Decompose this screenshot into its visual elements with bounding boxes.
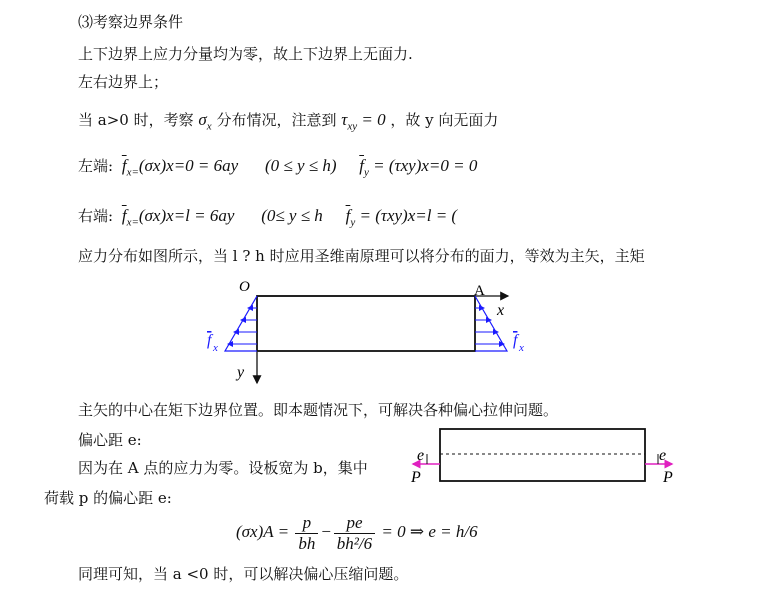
plate-rectangle-2 [440,429,645,481]
sigma-x-symbol: $\sigma_x$ [198,110,212,133]
left-end-eq1: $\overline{f}_{x=}(\sigma x)x=0 = 6ay$ [121,156,239,179]
right-end-eq2: $\overline{f}_y = (\tau xy)x=l$ = ( [345,206,458,229]
left-force-triangle [225,296,257,351]
right-end-range: (0≤ y ≤ h [261,206,323,225]
left-force-label: f [207,332,212,349]
right-end-equation [78,206,457,232]
left-end-eq2: $\overline{f}_y = (\tau xy)x=0 = 0$ [359,156,478,179]
final-equation: (σx)A = $\frac{p}{bh}$ − $\frac{pe}{\text{bh²/6}}$ = 0 ⇒ e = h/6 [236,512,478,553]
x-axis-label: x [497,302,505,319]
final-lhs: (σx)A = [236,522,290,541]
para-left-right: 左右边界上； [78,73,169,91]
right-force-label: f [513,332,518,349]
fraction-pe-bh2: $\frac{pe}{\text{bh²/6}}$ [334,513,375,554]
left-end-range: (0 ≤ y ≤ h) [264,156,337,175]
left-force-sub: x [213,342,218,354]
para-when-a [78,110,498,136]
fraction-p-bh: $\frac{p}{bh}$ [295,513,318,554]
right-end-eq1: $\overline{f}_{x=}(\sigma x)x=l = 6ay$ [121,206,235,229]
when-mid: 分布情况，注意到 [216,111,337,129]
point-a-label: A [474,283,485,299]
when-pre: 当 a>0 时，考察 [78,111,194,129]
diagram-eccentric-load [405,424,695,489]
left-end-label: 左端: [78,157,114,175]
left-end-equation [78,156,477,182]
plate-rectangle [257,296,475,351]
right-force-sub: x [519,342,524,354]
para-because: 因为在 A 点的应力为零。设板宽为 b，集中 [78,459,368,477]
when-post: ，故 y 向无面力 [390,111,499,129]
p-left-label: P [411,469,421,486]
origin-label: O [239,279,250,295]
para-main-vector: 主矢的中心在矩下边界位置。即本题情况下，可解决各种偏心拉伸问题。 [78,401,559,419]
para-load: 荷载 p 的偏心距 e: [44,489,172,507]
y-axis-label: y [237,364,245,381]
para-distribution: 应力分布如图所示，当 l ? h 时应用圣维南原理可以将分布的面力，等效为主矢，主矩 [78,247,645,265]
e-left-label: e [417,447,425,464]
diagram-stress-distribution [195,275,540,390]
final-result: = 0 ⇒ e = h/6 [381,522,478,541]
para-similarly: 同理可知，当 a <0 时，可以解决偏心压缩问题。 [78,565,409,583]
heading: ⑶考察边界条件 [78,13,184,31]
tau-xy-zero: $\tau_{xy} = 0$ [341,110,386,133]
para-eccentric: 偏心距 e: [78,431,142,449]
right-end-label: 右端: [78,207,114,225]
p-right-label: P [663,469,673,486]
para-upper-lower: 上下边界上应力分量均为零，故上下边界上无面力. [78,45,413,63]
e-right-label: e [659,447,667,464]
